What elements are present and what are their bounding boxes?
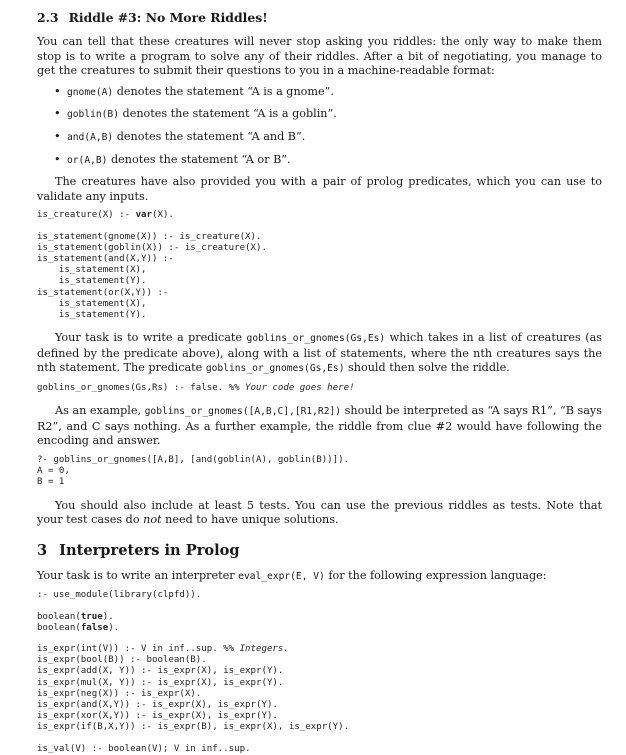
- inline-code: goblins_or_gnomes(Gs,Es): [205, 363, 345, 375]
- is-statement-code-block: is_statement(gnome(X)) :- is_creature(X). is_statement(goblin(X)) :- is_creature(X). is_statement(and(X,Y)) :- is_statement(X), is_statement(Y). is_statement(or(X,Y)) :- is_statement(X), is_statement(Y).: [37, 231, 267, 320]
- list-item-text: denotes the statement “A and B”.: [113, 129, 306, 143]
- code-text: boolean(: [37, 622, 81, 633]
- code-text: ).: [102, 611, 114, 622]
- inline-code: eval_expr(E, V): [238, 570, 325, 582]
- stub-code: [37, 383, 602, 394]
- interpreter-paragraph: [37, 569, 602, 585]
- list-item-text: denotes the statement “A is a goblin”.: [118, 107, 337, 121]
- text-run: which takes in a list of creatures (as defined by the predicate above), along with a list of statements, where the nth creatures says the nth statement. The predicate: [37, 331, 602, 375]
- list-item-code: goblin(B): [67, 109, 119, 121]
- list-item-code: gnome(A): [67, 86, 114, 98]
- text-run: for the following expression language:: [324, 568, 547, 582]
- inline-code: goblins_or_gnomes([A,B,C],[R1,R2]): [144, 406, 342, 418]
- statement-format-list: [37, 85, 602, 168]
- list-item: [67, 107, 602, 123]
- inline-code: goblins_or_gnomes(Gs,Es): [246, 333, 386, 345]
- text-run: need to have unique solutions.: [161, 513, 339, 527]
- is-creature-code: [37, 210, 602, 221]
- example-query-code: ?- goblins_or_gnomes([A,B], [and(goblin(A), goblin(B))]). A = 0, B = 1: [37, 454, 350, 488]
- list-item-text: denotes the statement “A is a gnome”.: [113, 84, 334, 98]
- text-run: Your task is to write an interpreter: [37, 568, 239, 582]
- text-run: As an example,: [55, 404, 145, 418]
- list-item-text: denotes the statement “A or B”.: [107, 152, 291, 166]
- text-run: Your task is to write a predicate: [55, 331, 247, 345]
- code-comment: %% Integers.: [223, 643, 289, 654]
- is-expr-code-block: [37, 644, 602, 734]
- list-item: [67, 85, 602, 101]
- intro-paragraph: You can tell that these creatures will never stop asking you riddles: the only way to make them stop is to write a program to solve any of their riddles. After a bit of negotiating, you manage to get the creatures to submit their questions to you in a machine-readable format:: [37, 35, 602, 78]
- example-paragraph: [37, 404, 602, 449]
- list-item: [67, 130, 602, 146]
- code-text: boolean(: [37, 611, 81, 622]
- code-keyword: true: [80, 611, 103, 622]
- task-paragraph: [37, 331, 602, 377]
- section-title: Interpreters in Prolog: [59, 541, 240, 559]
- code-text: ).: [108, 622, 120, 633]
- code-keyword: false: [80, 622, 109, 633]
- is-val-code: is_val(V) :- boolean(V); V in inf..sup.: [37, 743, 251, 754]
- code-comment: %% Your code goes here!: [228, 382, 355, 393]
- code-text: goblins_or_gnomes(Gs,Rs) :- false.: [37, 382, 229, 393]
- predicates-paragraph: The creatures have also provided you with a pair of prolog predicates, which you can use to validate any inputs.: [37, 175, 602, 203]
- list-item-code: or(A,B): [67, 154, 108, 166]
- text-run: should be interpreted as “A says R1”, “B says R2”, and C says nothing. As a further example, the riddle from clue #2 would have following the encoding and answer.: [37, 404, 602, 448]
- section-number: 3: [37, 541, 48, 559]
- code-text: is_creature(X) :-: [37, 210, 136, 221]
- subsection-title: Riddle #3: No More Riddles!: [68, 10, 268, 25]
- list-item: [67, 153, 602, 169]
- tests-paragraph: [37, 499, 602, 528]
- code-text: (X).: [152, 210, 174, 221]
- boolean-code-block: [37, 612, 602, 634]
- subsection-heading: [37, 10, 602, 25]
- code-text: is_expr(bool(B)) :- boolean(B). is_expr(add(X, Y)) :- is_expr(X), is_expr(Y). is_expr(mul(X, Y)) :- is_expr(X), is_expr(Y). is_expr(neg(X)) :- is_expr(X). is_expr(and(X,Y)) :- is_expr(X), is_expr(Y). is_expr(xor(X,Y)) :- is_expr(X), is_expr(Y). is_expr(if(B,X,Y)) :- is_expr(B), is_expr(X), is_expr(Y).: [37, 655, 350, 733]
- text-run: You should also include at least 5 tests. You can use the previous riddles as tests. Note that your test cases do: [37, 498, 602, 527]
- section-heading: [37, 542, 602, 559]
- emphasis: not: [143, 513, 162, 527]
- list-item-code: and(A,B): [67, 131, 114, 143]
- code-keyword: var: [135, 210, 152, 221]
- text-run: should then solve the riddle.: [344, 361, 510, 375]
- subsection-number: 2.3: [37, 10, 59, 25]
- use-module-code: :- use_module(library(clpfd)).: [37, 590, 202, 601]
- code-text: is_expr(int(V)) :- V in inf..sup.: [37, 643, 224, 654]
